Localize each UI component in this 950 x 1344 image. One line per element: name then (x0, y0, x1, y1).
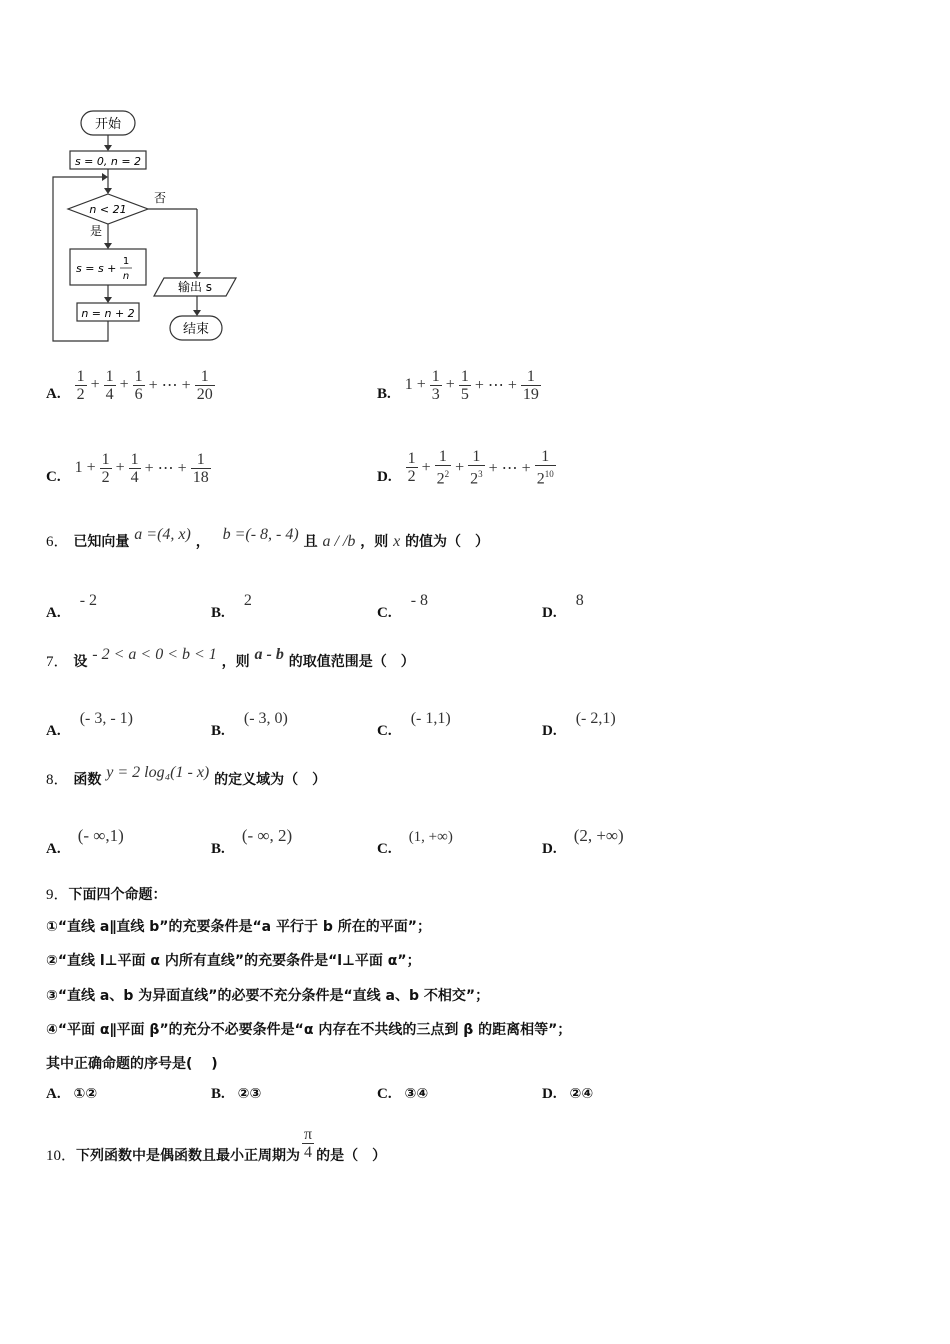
q6-vector-a: a =(4, x) (134, 526, 191, 543)
q8-option-a-label: A. (46, 841, 61, 857)
q7-number: 7． (46, 654, 69, 670)
q8-option-a[interactable] (46, 826, 206, 857)
q9-option-b-label: B. (211, 1086, 225, 1102)
q6-option-a-label: A. (46, 605, 61, 621)
q7-option-d[interactable] (542, 708, 702, 739)
q8-option-c[interactable] (377, 826, 537, 857)
q9-option-b-value: ②③ (237, 1086, 262, 1102)
q9-statement-1: ①“直线 a∥直线 b”的充要条件是“a 平行于 b 所在的平面”； (46, 919, 431, 935)
q6-parallel: a / /b (322, 533, 356, 550)
q8-option-d[interactable] (542, 826, 702, 857)
q7-expr: a - b (254, 646, 284, 663)
q6-option-a[interactable] (46, 590, 206, 621)
flowchart (40, 105, 260, 350)
q6-then: ，则 (360, 534, 389, 550)
q6-prefix: 已知向量 (73, 534, 130, 550)
q6-suffix: 的值为（ ） (405, 534, 490, 550)
q6-option-d-label: D. (542, 605, 557, 621)
q7-prefix: 设 (73, 654, 88, 670)
q9-option-b[interactable] (211, 1086, 261, 1103)
flowchart-decision-label: n < 21 (89, 203, 127, 216)
q5-option-a-expr: $\frac{1}{2}$ + $\frac{1}{4}$ + $\frac{1}{6}$ + ⋯ + $\frac{1}{20}$ (76, 367, 213, 403)
q6-question (46, 526, 490, 551)
q8-function: y = 2 log₄(1 - x) (106, 764, 210, 781)
q9-option-a-value: ①② (73, 1086, 98, 1102)
q6-option-a-value: - 2 (79, 592, 98, 609)
q6-option-b-label: B. (211, 605, 225, 621)
flowchart-update-n-label: n = n + 2 (81, 307, 135, 320)
q5-option-b[interactable] (377, 360, 697, 410)
q6-vector-b: b =(- 8, - 4) (222, 526, 299, 543)
q5-option-c[interactable] (46, 443, 356, 493)
q8-option-b-label: B. (211, 841, 225, 857)
q9-number: 9． (46, 887, 69, 903)
q9-option-a[interactable] (46, 1086, 97, 1103)
q8-option-c-label: C. (377, 841, 392, 857)
q7-option-c-value: (- 1,1) (410, 710, 451, 727)
q9-option-c-value: ③④ (404, 1086, 429, 1102)
flowchart-update-s-num: 1 (122, 256, 130, 267)
q6-option-c[interactable] (377, 590, 537, 621)
q7-option-d-label: D. (542, 723, 557, 739)
q10-question (46, 1122, 386, 1165)
q5-option-b-expr: 1 + $\frac{1}{3}$ + $\frac{1}{5}$ + ⋯ + $\frac{1}{19}$ (404, 367, 539, 403)
q9-option-a-label: A. (46, 1086, 61, 1102)
q10-prefix: 下列函数中是偶函数且最小正周期为 (76, 1147, 301, 1164)
flowchart-update-s-label: s = s + (76, 262, 117, 275)
q10-number: 10． (46, 1148, 77, 1164)
q9-statement-3: ③“直线 a、b 为异面直线”的必要不充分条件是“直线 a、b 不相交”； (46, 988, 490, 1004)
q10-frac-num: π (304, 1126, 313, 1143)
q9-statement-4: ④“平面 α∥平面 β”的充分不必要条件是“α 内存在不共线的三点到 β 的距离相等”； (46, 1022, 572, 1038)
q10-fraction (302, 1126, 314, 1161)
q7-option-c-label: C. (377, 723, 392, 739)
q6-sep: ， (195, 534, 210, 550)
q8-option-a-value: (- ∞,1) (77, 826, 124, 845)
q7-then: ，则 (221, 654, 250, 670)
q7-option-d-value: (- 2,1) (575, 710, 616, 727)
q6-option-b[interactable] (211, 590, 371, 621)
q7-option-a-value: (- 3, - 1) (79, 710, 133, 727)
q5-option-d[interactable] (377, 443, 697, 493)
q7-option-b-label: B. (211, 723, 225, 739)
q8-number: 8． (46, 772, 69, 788)
q9-option-c[interactable] (377, 1086, 428, 1103)
q9-title-text: 下面四个命题： (68, 887, 167, 903)
q6-cond: 且 (303, 534, 318, 550)
q8-option-c-value: (1, +∞) (408, 829, 453, 845)
q7-option-a[interactable] (46, 708, 206, 739)
q10-frac-den: 4 (304, 1144, 313, 1161)
q5-option-d-label: D. (377, 468, 392, 485)
q5-option-d-expr: $\frac{1}{2}$ + $\frac{1}{2^2}$ + $\frac{1}{2^3}$ + ⋯ + $\frac{1}{2^{10}}$ (407, 448, 554, 488)
q9-title (46, 883, 167, 904)
q5-option-a[interactable] (46, 360, 356, 410)
q6-option-c-value: - 8 (410, 592, 429, 609)
flowchart-output-label: 输出 s (177, 280, 213, 294)
q8-option-d-label: D. (542, 841, 557, 857)
q6-option-d-value: 8 (575, 592, 584, 609)
q9-statement-2: ②“直线 l⊥平面 α 内所有直线”的充要条件是“l⊥平面 α”； (46, 953, 421, 969)
q5-option-c-label: C. (46, 468, 61, 485)
q9-option-d-label: D. (542, 1086, 557, 1102)
q7-option-a-label: A. (46, 723, 61, 739)
q9-option-c-label: C. (377, 1086, 392, 1102)
q6-number: 6． (46, 534, 69, 550)
q7-question (46, 646, 415, 671)
q8-suffix: 的定义域为（ ） (214, 772, 327, 788)
q10-suffix: 的是（ ） (316, 1147, 387, 1164)
flowchart-end-label: 结束 (182, 322, 210, 337)
q5-option-b-label: B. (377, 385, 391, 402)
q6-option-d[interactable] (542, 590, 702, 621)
q9-question-text: 其中正确命题的序号是( ) (46, 1056, 218, 1072)
flowchart-yes-label: 是 (90, 224, 103, 238)
q5-option-a-label: A. (46, 385, 61, 402)
q7-option-b-value: (- 3, 0) (243, 710, 288, 727)
flowchart-update-s-den: n (122, 271, 130, 282)
q8-option-d-value: (2, +∞) (573, 826, 624, 845)
q8-prefix: 函数 (73, 772, 102, 788)
q8-question (46, 764, 327, 789)
q8-option-b[interactable] (211, 826, 371, 857)
flowchart-start-label: 开始 (94, 117, 122, 132)
q6-option-c-label: C. (377, 605, 392, 621)
q6-option-b-value: 2 (243, 592, 252, 609)
q7-option-c[interactable] (377, 708, 537, 739)
q7-option-b[interactable] (211, 708, 371, 739)
flowchart-init-label: s = 0, n = 2 (74, 155, 142, 168)
q7-condition: - 2 < a < 0 < b < 1 (92, 646, 217, 663)
q7-suffix: 的取值范围是（ ） (288, 654, 415, 670)
q5-option-c-expr: 1 + $\frac{1}{2}$ + $\frac{1}{4}$ + ⋯ + $\frac{1}{18}$ (74, 450, 209, 486)
q9-option-d[interactable] (542, 1086, 593, 1103)
q6-var: x (393, 533, 401, 550)
q8-option-b-value: (- ∞, 2) (241, 826, 293, 845)
flowchart-no-label: 否 (154, 191, 167, 205)
q9-option-d-value: ②④ (569, 1086, 594, 1102)
